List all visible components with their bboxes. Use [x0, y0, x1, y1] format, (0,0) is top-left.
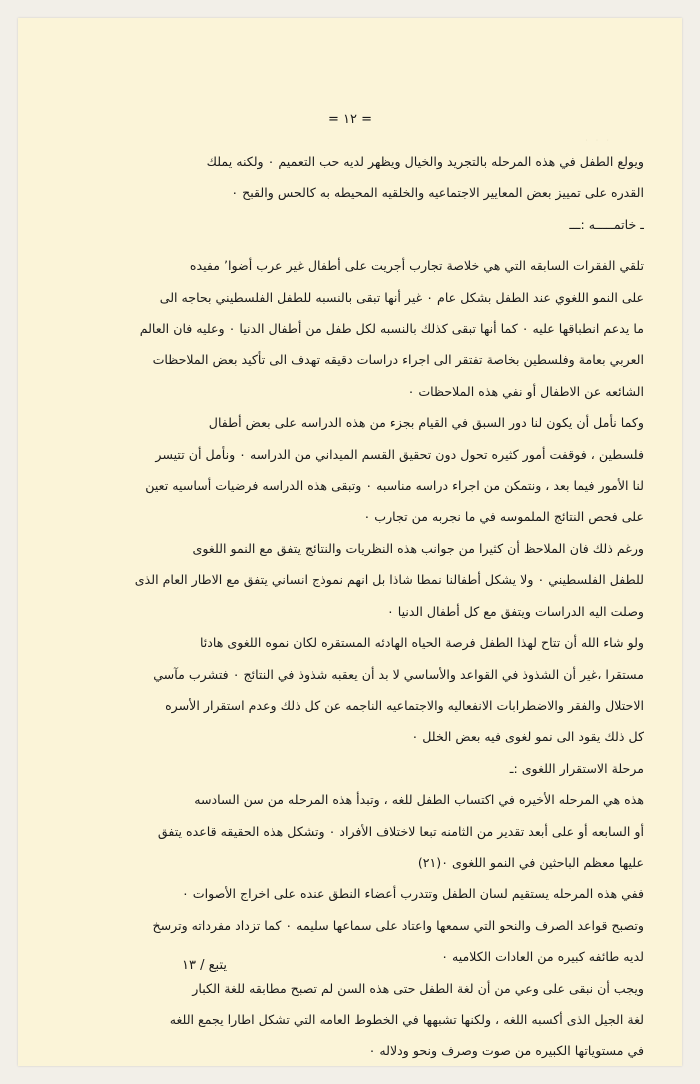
- text-line: ويولع الطفل في هذه المرحله بالتجريد والخيال ويظهر لديه حب التعميم ٠ ولكنه يملك: [206, 154, 644, 169]
- text-line: وتصبح قواعد الصرف والنحو التي سمعها واعتاد على سماعها سليمه ٠ كما تزداد مفرداته وترسخ: [152, 917, 644, 933]
- paragraph: [54, 627, 644, 753]
- text-line: الشائعه عن الاطفال أو نفي هذه الملاحظات ٠: [407, 383, 644, 399]
- text-line: مستقرا ،غير أن الشذوذ في القواعد والأساسي لا بد أن يعقبه شذوذ في النتائج ٠ فتشرب مآسي: [153, 666, 644, 682]
- text-line: الاحتلال والفقر والاضطرابات الانفعاليه والاجتماعيه الناجمه عن كل ذلك وعدم استقرار الأسره: [165, 697, 644, 713]
- paragraph: [54, 878, 644, 972]
- text-line: فلسطين ، فوقفت أمور كثيره تحول دون تحقيق القسم الميداني من الدراسه ٠ ونأمل أن تتيسر: [155, 446, 644, 462]
- text-line: وصلت اليه الدراسات ويتفق مع كل أطفال الدنيا ٠: [387, 603, 644, 619]
- continued-note: يتبع / ١٣: [182, 958, 227, 973]
- paragraph: [54, 146, 644, 209]
- text-line: القدره على تمييز بعض المعايير الاجتماعيه والخلقيه المحيطه به كالحس والقبح ٠: [231, 185, 644, 201]
- text-line: كل ذلك يقود الى نمو لغوى فيه بعض الخلل ٠: [411, 729, 644, 745]
- paragraph: [54, 533, 644, 627]
- text-line: على فحص النتائج الملموسه في ما نجربه من تجارب ٠: [363, 509, 644, 525]
- text-line: للطفل الفلسطيني ٠ ولا يشكل أطفالنا نمطا شاذا بل انهم نموذج انساني يتفق مع الاطار العام الذى: [134, 572, 644, 588]
- text-line: ورغم ذلك فان الملاحظ أن كثيرا من جوانب هذه النظريات والنتائج يتفق مع النمو اللغوى: [192, 540, 644, 556]
- text-line: أو السابعه أو على أبعد تقدير من الثامنه تبعا لاختلاف الأفراد ٠ وتشكل هذه الحقيقه قاعده يتفق: [157, 823, 644, 839]
- page-number: = ١٢ =: [327, 112, 373, 127]
- text-line: هذه هي المرحله الأخيره في اكتساب الطفل للغه ، وتبدأ هذه المرحله من سن السادسه: [194, 792, 644, 808]
- paragraph: [54, 250, 644, 407]
- text-line: ففي هذه المرحله يستقيم لسان الطفل وتتدرب أعضاء النطق عنده على اخراج الأصوات ٠: [181, 886, 644, 902]
- text-line: ويجب أن نبقى على وعي من أن لغة الطفل حتى هذه السن لم تصبح مطابقه للغة الكبار: [192, 980, 644, 996]
- section-heading: [54, 209, 644, 240]
- heading-text: ـ خاتمـــــه :ـــ: [569, 216, 644, 232]
- text-line: ولو شاء الله أن تتاح لهذا الطفل فرصة الحياه الهادئه المستقره لكان نموه اللغوى هادئا: [199, 635, 644, 651]
- paper-mark: ˙ ˙ ˙: [585, 138, 612, 147]
- text-line: العربي بعامة وفلسطين بخاصة تفتقر الى اجراء دراسات دقيقه تهدف الى تأكيد بعض الملاحظات: [152, 352, 644, 368]
- paragraph: [54, 784, 644, 878]
- paragraph: [54, 973, 644, 1067]
- text-line: وكما نأمل أن يكون لنا دور السبق في القيام بجزء من هذه الدراسه على بعض أطفال: [208, 415, 644, 431]
- section-heading: [54, 753, 644, 784]
- text-line: لديه طائفه كبيره من العادات الكلاميه ٠: [441, 949, 644, 965]
- text-line: تلقي الفقرات السابقه التي هي خلاصة تجارب أجريت على أطفال غير عرب أضوا٬ مفيده: [189, 258, 644, 274]
- document-body: [54, 108, 644, 1067]
- text-line: في مستوياتها الكبيره من صوت وصرف ونحو ودلاله ٠: [368, 1043, 644, 1059]
- text-line: ما يدعم انطباقها عليه ٠ كما أنها تبقى كذلك بالنسبه لكل طفل من أطفال الدنيا ٠ وعليه فان العالم: [139, 321, 644, 337]
- text-line: لنا الأمور فيما بعد ، ونتمكن من اجراء دراسه مناسبه ٠ وتبقى هذه الدراسه فرضيات أساسيه تعين: [145, 478, 644, 494]
- text-line: لغة الجيل الذى أكسبه اللغه ، ولكنها تشبهها في الخطوط العامه التي تشكل اطارا يجمع اللغه: [169, 1011, 644, 1027]
- paragraph: [54, 407, 644, 533]
- text-line: على النمو اللغوي عند الطفل بشكل عام ٠ غير أنها تبقى بالنسبه للطفل الفلسطيني بحاجه الى: [159, 289, 644, 305]
- heading-text: مرحلة الاستقرار اللغوى :ـ: [509, 760, 644, 776]
- text-line: عليها معظم الباحثين في النمو اللغوى ٠(٢١): [417, 854, 644, 870]
- spacer: [54, 240, 644, 250]
